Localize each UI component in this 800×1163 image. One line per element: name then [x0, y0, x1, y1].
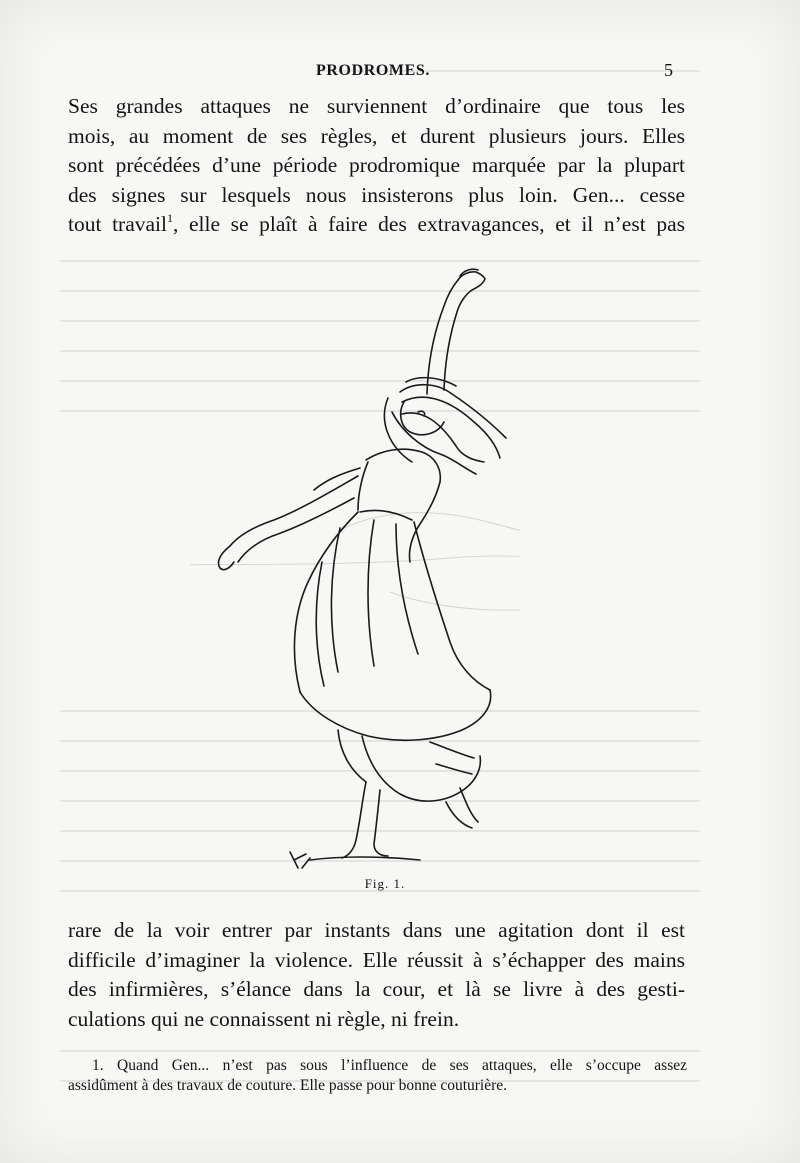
footnote	[68, 1056, 687, 1096]
text-line: culations qui ne connaissent ni règle, ni frein.	[68, 1006, 460, 1031]
footnote-line: assidûment à des travaux de couture. Elle passe pour bonne couturière.	[68, 1077, 508, 1094]
text-line: rare de la voir entrer par instants dans une agitation dont il est	[68, 918, 685, 942]
running-head	[0, 60, 800, 82]
figure-caption	[0, 876, 800, 892]
body-text-top	[68, 92, 685, 240]
footnote-marker: 1	[166, 211, 173, 226]
illustration-dancing-woman	[190, 262, 520, 874]
page-number: 5	[664, 60, 673, 80]
text-line: Ses grandes attaques ne surviennent d’ordinaire que tous les	[68, 94, 685, 118]
text-fragment: tout travail	[68, 212, 167, 237]
text-line: mois, au moment de ses règles, et durent plusieurs jours. Elles	[68, 123, 685, 148]
running-head-title: PRODROMES.	[316, 62, 430, 79]
text-line: difficile d’imaginer la violence. Elle réussit à s’échapper des mains	[68, 947, 685, 972]
text-line	[68, 210, 685, 240]
text-line: des signes sur lesquels nous insisterons plus loin. Gen... cesse	[68, 182, 685, 207]
body-text-bottom	[68, 916, 685, 1034]
text-line: des infirmières, s’élance dans la cour, et là se livre à des gesti-	[68, 977, 685, 1002]
text-fragment: , elle se plaît à faire des extravagances, et il n’est pas	[172, 212, 685, 237]
figure-caption-text: Fig. 1.	[364, 876, 406, 891]
footnote-line: 1. Quand Gen... n’est pas sous l’influence de ses attaques, elle s’occupe assez	[92, 1057, 687, 1074]
text-line: sont précédées d’une période prodromique marquée par la plupart	[68, 153, 685, 178]
